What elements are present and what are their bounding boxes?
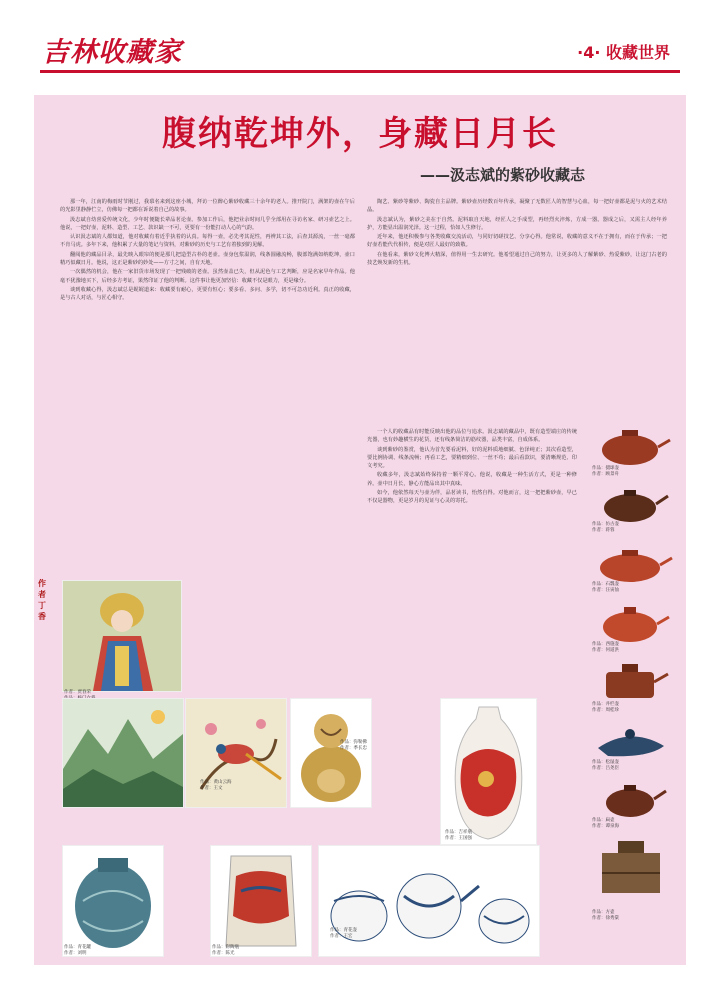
paragraph: 如今，他依然每天与壶为伴，品茗读书，怡然自得。对他而言，这一把把紫砂壶，早已不仅是器物，更是岁月的见证与心灵的寄托。 — [367, 490, 577, 505]
buddha-statue-photo — [290, 698, 372, 808]
page-header — [0, 0, 720, 78]
painted-pottery-photo — [210, 845, 312, 957]
paragraph: 陶艺、紫砂等紫砂、陶瓷自主品牌。紫砂壶历经数百年传承，凝聚了无数匠人的智慧与心血，每一把好壶都是泥与火的艺术结晶。 — [367, 199, 667, 214]
blue-jar-illustration — [63, 846, 163, 956]
page-number-section: ·4· 收藏世界 — [577, 43, 670, 62]
masthead-logo: 吉林收藏家 — [42, 37, 182, 68]
zisha-pot-5 — [588, 658, 673, 703]
painted-pottery-illustration — [211, 846, 311, 956]
article-column-2 — [367, 198, 667, 420]
zisha-pot-1 — [588, 422, 673, 467]
caption-pottery: 作品：彩陶瓶 作者：陈光 — [212, 945, 239, 956]
caption-pot-5: 作品：井栏壶 作者：周桂珍 — [592, 702, 619, 713]
zisha-pot-4 — [588, 600, 673, 645]
caption-vase-red: 作品：吉祥瓶 作者：王国强 — [445, 830, 472, 841]
caption-landscape: 作品：黄山云海 作者：王文 — [200, 780, 232, 791]
header-rule — [40, 70, 680, 73]
paragraph: 翻阅他的藏品目录，最先映入眼帘的便是那几把造型古朴的老壶。壶身包浆温润，线条圆融流畅，腹部饱满如纳乾坤，壶口精巧似藏日月。他说，这正是紫砂的妙处——方寸之间，自有天地。 — [60, 251, 355, 267]
article-title: 腹纳乾坤外，身藏日月长 — [162, 114, 558, 154]
paragraph: 收藏多年，汲志斌始终保持着一颗平常心。他说，收藏是一种生活方式，更是一种修养。壶中日月长，静心方能品出其中真味。 — [367, 472, 577, 487]
caption-jar-blue: 作品：青花罐 作者：刘明 — [64, 945, 91, 956]
caption-teapots: 作品：青花壶 作者：王宏 — [330, 928, 357, 939]
paragraph: 谈到紫砂的鉴赏，他认为首先要看泥料，好的泥料质地细腻、色泽纯正；其次看造型，要比例协调、线条流畅；再看工艺，要精细到位、一丝不苟；最后看款识，要清晰规范、印文考究。 — [367, 446, 577, 470]
blue-white-teapots-photo — [318, 845, 540, 957]
caption-pot-3: 作品：石瓢壶 作者：汪寅仙 — [592, 582, 619, 593]
zisha-pot-3 — [588, 540, 673, 585]
landscape-painting-photo — [62, 698, 184, 808]
zisha-pot-2 — [588, 480, 673, 525]
blue-jar-photo — [62, 845, 164, 957]
zisha-pot-6 — [588, 716, 673, 761]
opera-figure-photo — [62, 580, 182, 692]
zisha-pot-8 — [588, 833, 673, 908]
caption-pot-4: 作品：西施壶 作者：何道洪 — [592, 642, 619, 653]
opera-figure-illustration — [63, 581, 181, 691]
buddha-illustration — [291, 699, 371, 807]
article-subtitle: ——汲志斌的紫砂收藏志 — [420, 166, 586, 184]
caption-pot-8: 作品：方壶 作者：徐秀棠 — [592, 910, 619, 921]
article-column-1 — [60, 198, 355, 578]
caption-opera: 作者：贾春荣 — [64, 690, 91, 695]
paragraph: 一个人的收藏品有时能反映出他的品位与追求。汲志斌的藏品中，既有造型端庄的传统光器，也有妙趣横生的花货，还有线条简洁的筋纹器，品类丰富，自成体系。 — [367, 429, 577, 444]
paragraph: 那一年，江南的梅雨时节刚过，我慕名来到这座小城，拜访一位醉心紫砂收藏三十余年的老人。推开院门，满架的壶在午后的光影里静静伫立，仿佛每一把都在诉说着自己的故事。 — [60, 199, 355, 214]
article-column-3 — [367, 428, 577, 738]
red-vase-illustration — [441, 699, 536, 844]
caption-pot-6: 作品：松鼠壶 作者：吕尧臣 — [592, 760, 619, 771]
paragraph: 一次偶然的机会，他在一家旧货市场发现了一把残破的老壶。虽然壶盖已失，但从泥色与工艺判断，应是名家早年作品。他毫不犹豫地买下，后经多方考证，果然印证了他的判断。这件事让他更加坚信：收藏不仅是眼力，更是缘分。 — [60, 269, 355, 284]
red-vase-photo — [440, 698, 537, 845]
caption-buddha: 作品：弥勒佛 作者：季长忠 — [340, 740, 367, 751]
caption-pot-2: 作品：仿古壶 作者：蒋蓉 — [592, 522, 619, 533]
paragraph: 认识汲志斌的人都知道，他对收藏有着近乎执着的认真。每得一壶，必先考其泥性，再辨其工法，后查其源流，一丝一毫都不肯马虎。多年下来，他积累了大量的笔记与资料，对紫砂的历史与工艺有着独到的见解。 — [60, 234, 355, 249]
paragraph: 近年来，他还积极参与各类收藏交流活动，与同好切磋技艺、分享心得。他常说，收藏的意义不在于拥有，而在于传承；一把好壶若能代代相传，便是对匠人最好的致敬。 — [367, 234, 667, 249]
caption-pot-7: 作品：扁壶 作者：谭泉海 — [592, 818, 619, 829]
landscape-illustration — [63, 699, 183, 807]
paragraph: 谈到收藏心得，汲志斌总是娓娓道来：收藏要有耐心，更要有恒心；要多看、多问、多学，切不可急功近利。真正的收藏，是与古人对话，与匠心相守。 — [60, 286, 355, 302]
paragraph: 在他看来，紫砂文化博大精深，值得用一生去研究。他希望通过自己的努力，让更多的人了解紫砂、热爱紫砂，让这门古老的技艺焕发新的生机。 — [367, 251, 667, 267]
paragraph: 汲志斌自幼喜爱传统文化，少年时便随长辈品茗论壶。参加工作后，他把业余时间几乎全部用在寻访名家、研习壶艺之上。他说，一把好壶，泥料、造型、工艺、款识缺一不可，更要有一份能打动人心的气韵。 — [60, 216, 355, 231]
sidebar-byline: 作者丁香 — [38, 579, 46, 621]
caption-pot-1: 作品：掇球壶 作者：顾景舟 — [592, 466, 619, 477]
zisha-pot-7 — [588, 775, 673, 820]
paragraph: 汲志斌认为，紫砂之美在于自然。泥料取自天地，经匠人之手成型，再经烈火淬炼，方成一器。器成之后，又需主人经年养护，方能显出温润光泽。这一过程，恰如人生修行。 — [367, 216, 667, 231]
